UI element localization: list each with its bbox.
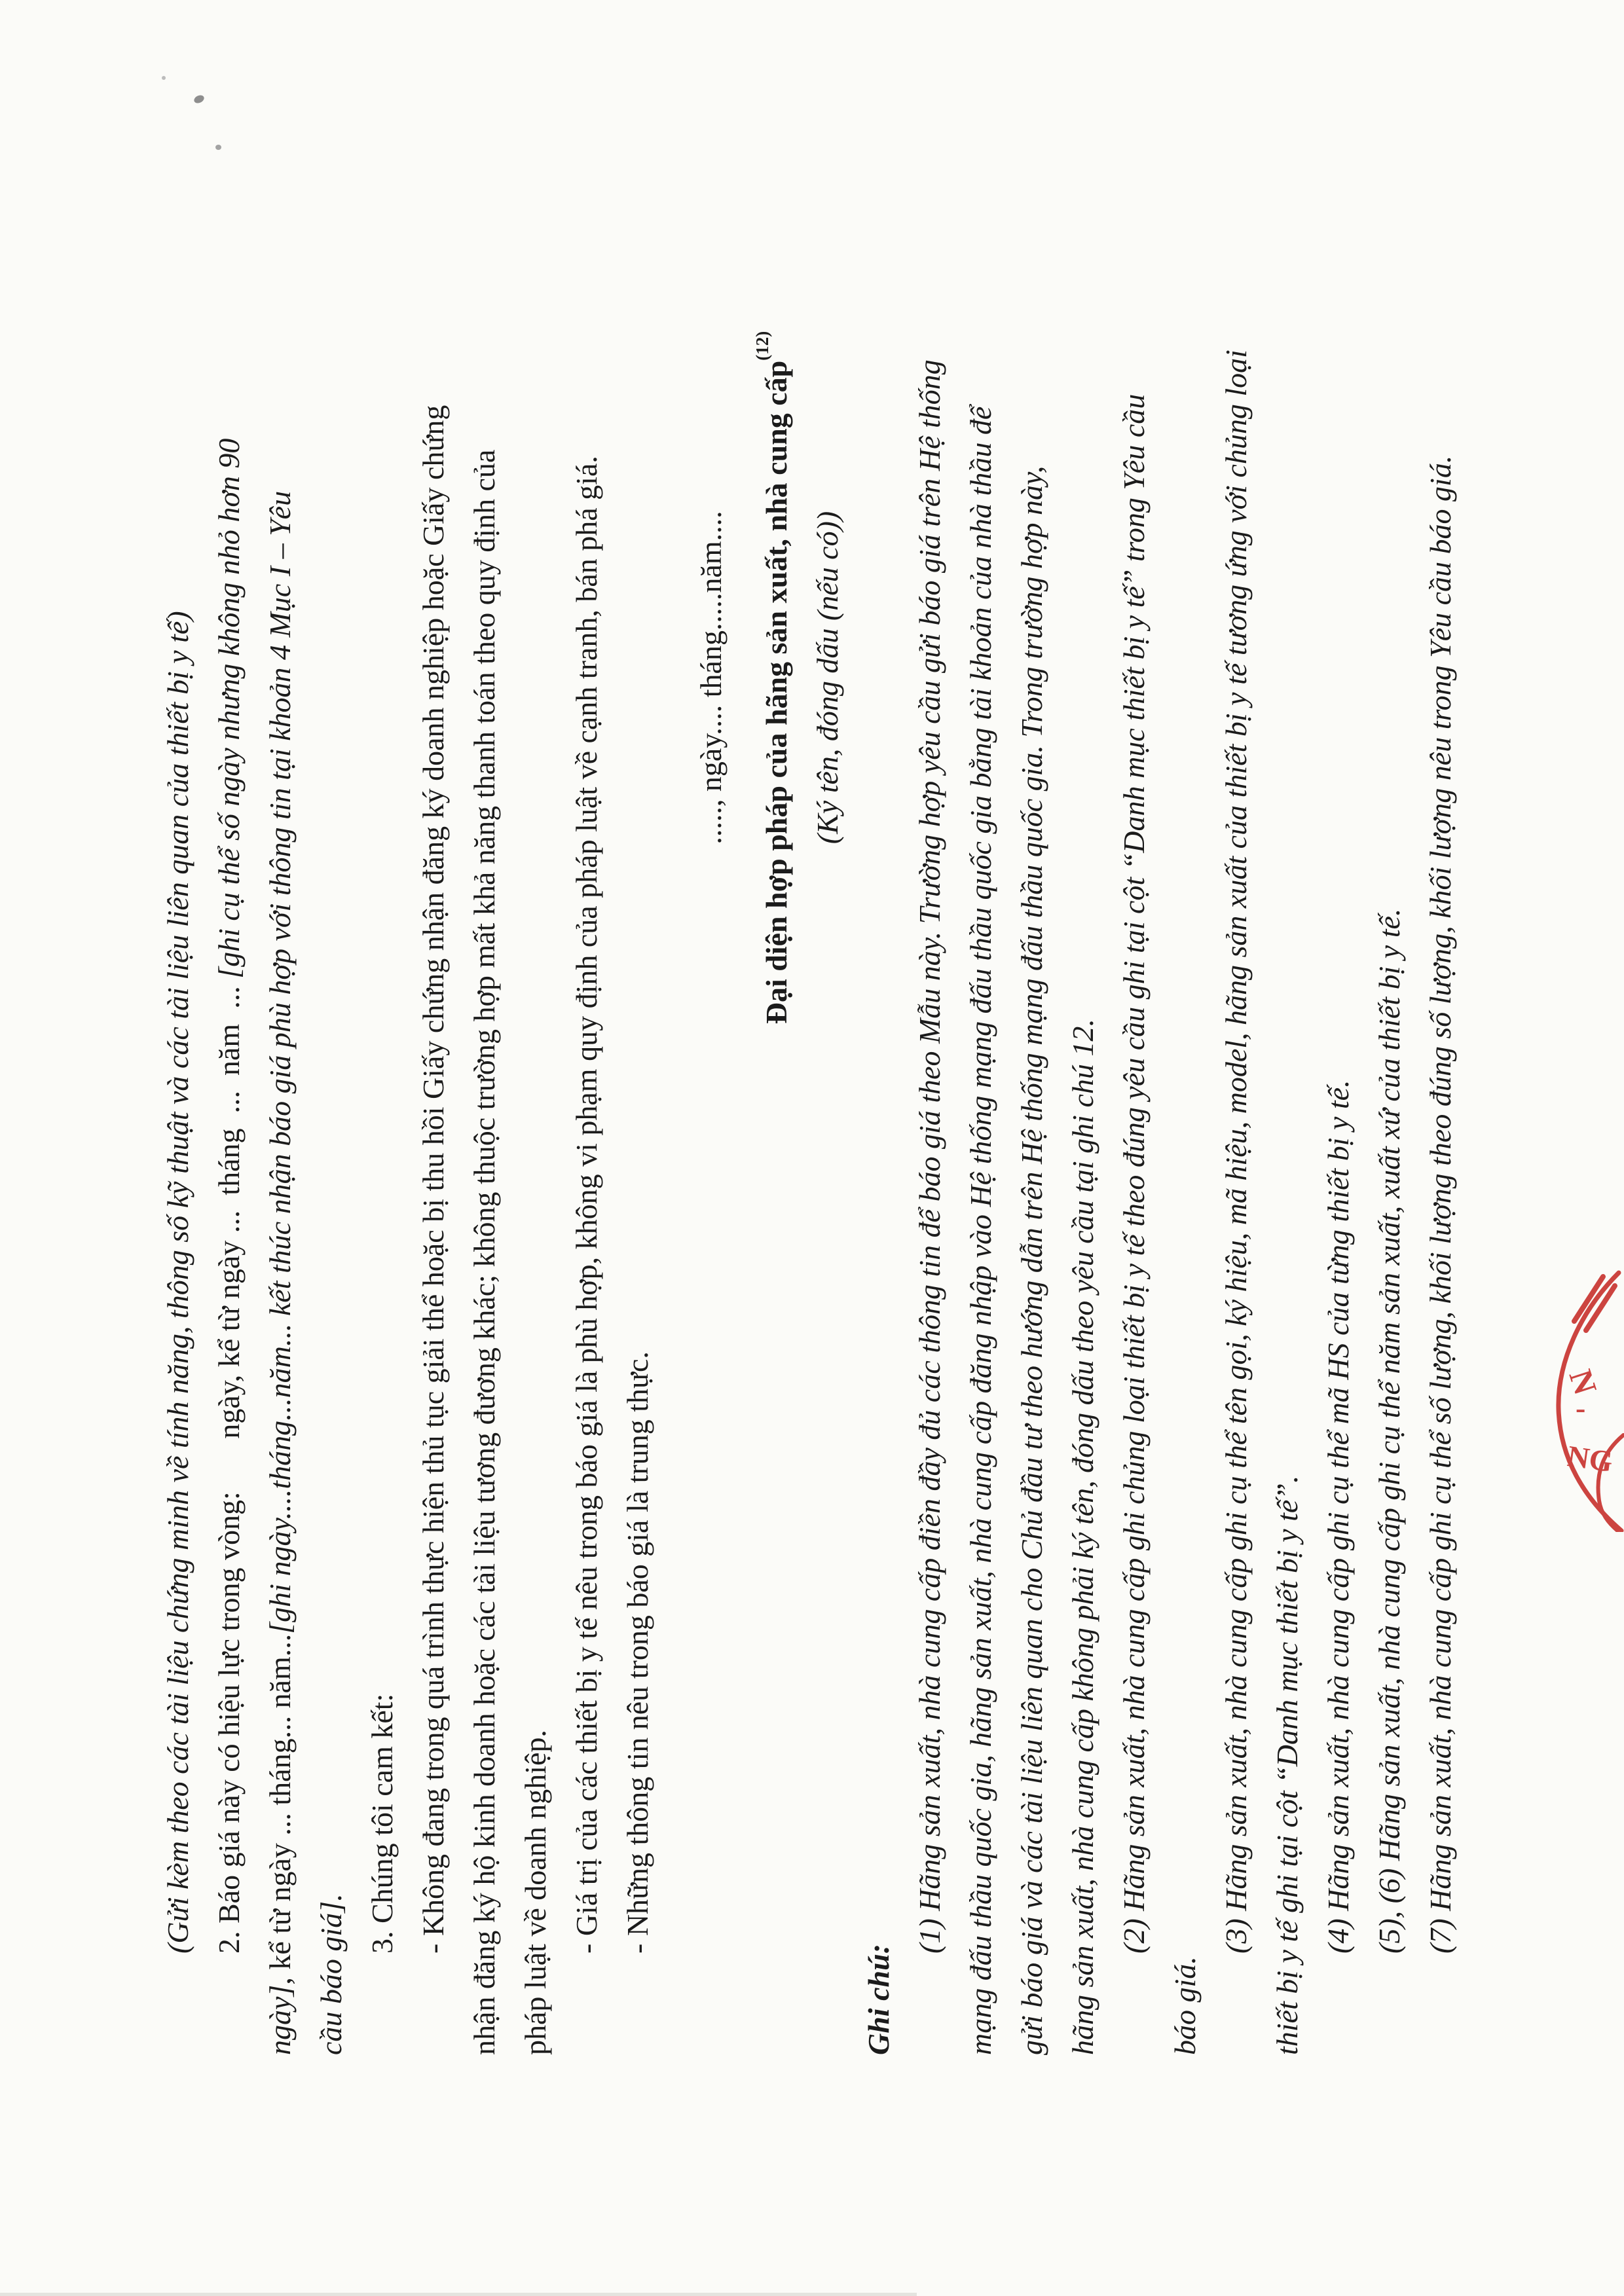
signature-date-line: ....., ngày.... tháng.....năm.... — [694, 511, 728, 845]
text-run: (5), (6) Hãng sản xuất, nhà cung cấp ghi cụ thể năm sản xuất, xuất xứ của thiết bị y tế. — [1373, 908, 1406, 1954]
document-line — [408, 167, 459, 2055]
document-line — [255, 167, 306, 2055]
document-line — [853, 167, 904, 2055]
document-line — [153, 167, 204, 2055]
document-line — [306, 167, 357, 2055]
document-line — [1364, 167, 1415, 2055]
signature-block — [686, 167, 853, 1188]
stamp-letter-top: N — [1562, 1365, 1604, 1399]
document-line — [1160, 167, 1211, 2055]
document-line — [1415, 167, 1466, 2055]
red-seal-stamp — [1540, 1270, 1624, 1532]
text-run: hãng sản xuất, nhà cung cấp không phải ký tên, đóng dấu theo yêu cầu tại ghi chú 12. — [1066, 1019, 1099, 2055]
text-run: (4) Hãng sản xuất, nhà cung cấp ghi cụ thể mã HS của từng thiết bị y tế. — [1321, 1080, 1355, 1954]
document-line — [1313, 167, 1364, 2055]
stamp-outer-arc — [1559, 1273, 1621, 1531]
document-line — [1109, 167, 1160, 2055]
document-line — [459, 167, 510, 2055]
text-run: 2. Báo giá này có hiệu lực trong vòng: ngày, kể từ ngày ... tháng ... năm ... — [212, 978, 246, 1954]
document-line — [561, 167, 612, 2055]
text-run: mạng đấu thầu quốc gia, hãng sản xuất, nhà cung cấp đăng nhập vào Hệ thống mạng đấu thầu quốc gia bằng tài khoản của nhà thầu để — [964, 406, 997, 2055]
document-line — [204, 167, 255, 2055]
text-run: pháp luật về doanh nghiệp. — [519, 1730, 552, 2055]
document-line — [1058, 167, 1109, 2055]
text-run: báo giá. — [1168, 1956, 1202, 2055]
signature-footnote-ref: (12) — [752, 331, 772, 361]
signature-title-line — [737, 167, 802, 1188]
document-line — [955, 167, 1006, 2055]
text-run: nhận đăng ký hộ kinh doanh hoặc các tài liệu tương đương khác; không thuộc trường hợp mất khả năng thanh toán theo quy định của — [468, 449, 501, 2055]
body-paragraph-lines — [153, 167, 663, 2055]
text-run: ngày] — [263, 1984, 297, 2055]
text-run: , kể từ ngày ... tháng... năm... — [263, 1633, 297, 1985]
document-line — [357, 167, 408, 2055]
text-run: [ghi cụ thể số ngày nhưng không nhỏ hơn 90 — [212, 438, 246, 979]
document-line — [1262, 167, 1313, 2055]
text-run: - Không đang trong quá trình thực hiện thủ tục giải thể hoặc bị thu hồi Giấy chứng nhận đăng ký doanh nghiệp hoặc Giấy chứng — [416, 405, 450, 1954]
text-run: (3) Hãng sản xuất, nhà cung cấp ghi cụ thể tên gọi, ký hiệu, mã hiệu, model, hãng sản xuất của thiết bị y tế tương ứng với chủng loại — [1219, 350, 1253, 1954]
notes-section — [853, 167, 1466, 2055]
text-run: 3. Chúng tôi cam kết: — [365, 1693, 399, 1954]
scan-speck — [215, 145, 221, 150]
document-line — [612, 167, 663, 2055]
text-run: cầu báo giá]. — [314, 1893, 348, 2055]
text-run: - Những thông tin nêu trong báo giá là trung thực. — [621, 1351, 654, 1954]
document-line — [510, 167, 561, 2055]
signature-note: (Ký tên, đóng dấu (nếu có)) — [811, 511, 844, 845]
document-line — [1211, 167, 1262, 2055]
text-run: Ghi chú: — [862, 1944, 895, 2055]
text-run: (1) Hãng sản xuất, nhà cung cấp điền đầy đủ các thông tin để báo giá theo Mẫu này. Trường hợp yêu cầu gửi báo giá trên Hệ thống — [913, 359, 946, 1954]
stamp-letter-bottom: NG — [1565, 1439, 1615, 1479]
text-run: [ghi ngày....tháng...năm... kết thúc nhận báo giá phù hợp với thông tin tại khoản 4 Mục I – Yêu — [263, 490, 297, 1634]
text-run: gửi báo giá và các tài liệu liên quan cho Chủ đầu tư theo hướng dẫn trên Hệ thống mạng đấu thầu quốc gia. Trong trường hợp này, — [1015, 465, 1048, 2055]
scan-edge-shadow — [0, 2293, 917, 2296]
document-line — [904, 167, 955, 2055]
stamp-letter-mid: - — [1576, 1391, 1586, 1425]
document-line — [1006, 167, 1058, 2055]
text-run: - Giá trị của các thiết bị y tế nêu trong báo giá là phù hợp, không vi phạm quy định của pháp luật về cạnh tranh, bán phá giá. — [570, 456, 603, 1954]
text-run: (Gửi kèm theo các tài liệu chứng minh về tính năng, thông số kỹ thuật và các tài liệu liên quan của thiết bị y tế) — [161, 611, 194, 1954]
scan-speck — [162, 76, 166, 80]
text-run: (7) Hãng sản xuất, nhà cung cấp ghi cụ thể số lượng, khối lượng theo đúng số lượng, khối lượng nêu trong Yêu cầu báo giá. — [1424, 455, 1457, 1954]
text-run: thiết bị y tế ghi tại cột “Danh mục thiết bị y tế”. — [1270, 1475, 1304, 2055]
signature-title: Đại diện hợp pháp của hãng sản xuất, nhà cung cấp — [760, 360, 793, 1025]
text-run: (2) Hãng sản xuất, nhà cung cấp ghi chủng loại thiết bị y tế theo đúng yêu cầu ghi tại cột “Danh mục thiết bị y tế” trong Yêu cầu — [1117, 393, 1151, 1954]
